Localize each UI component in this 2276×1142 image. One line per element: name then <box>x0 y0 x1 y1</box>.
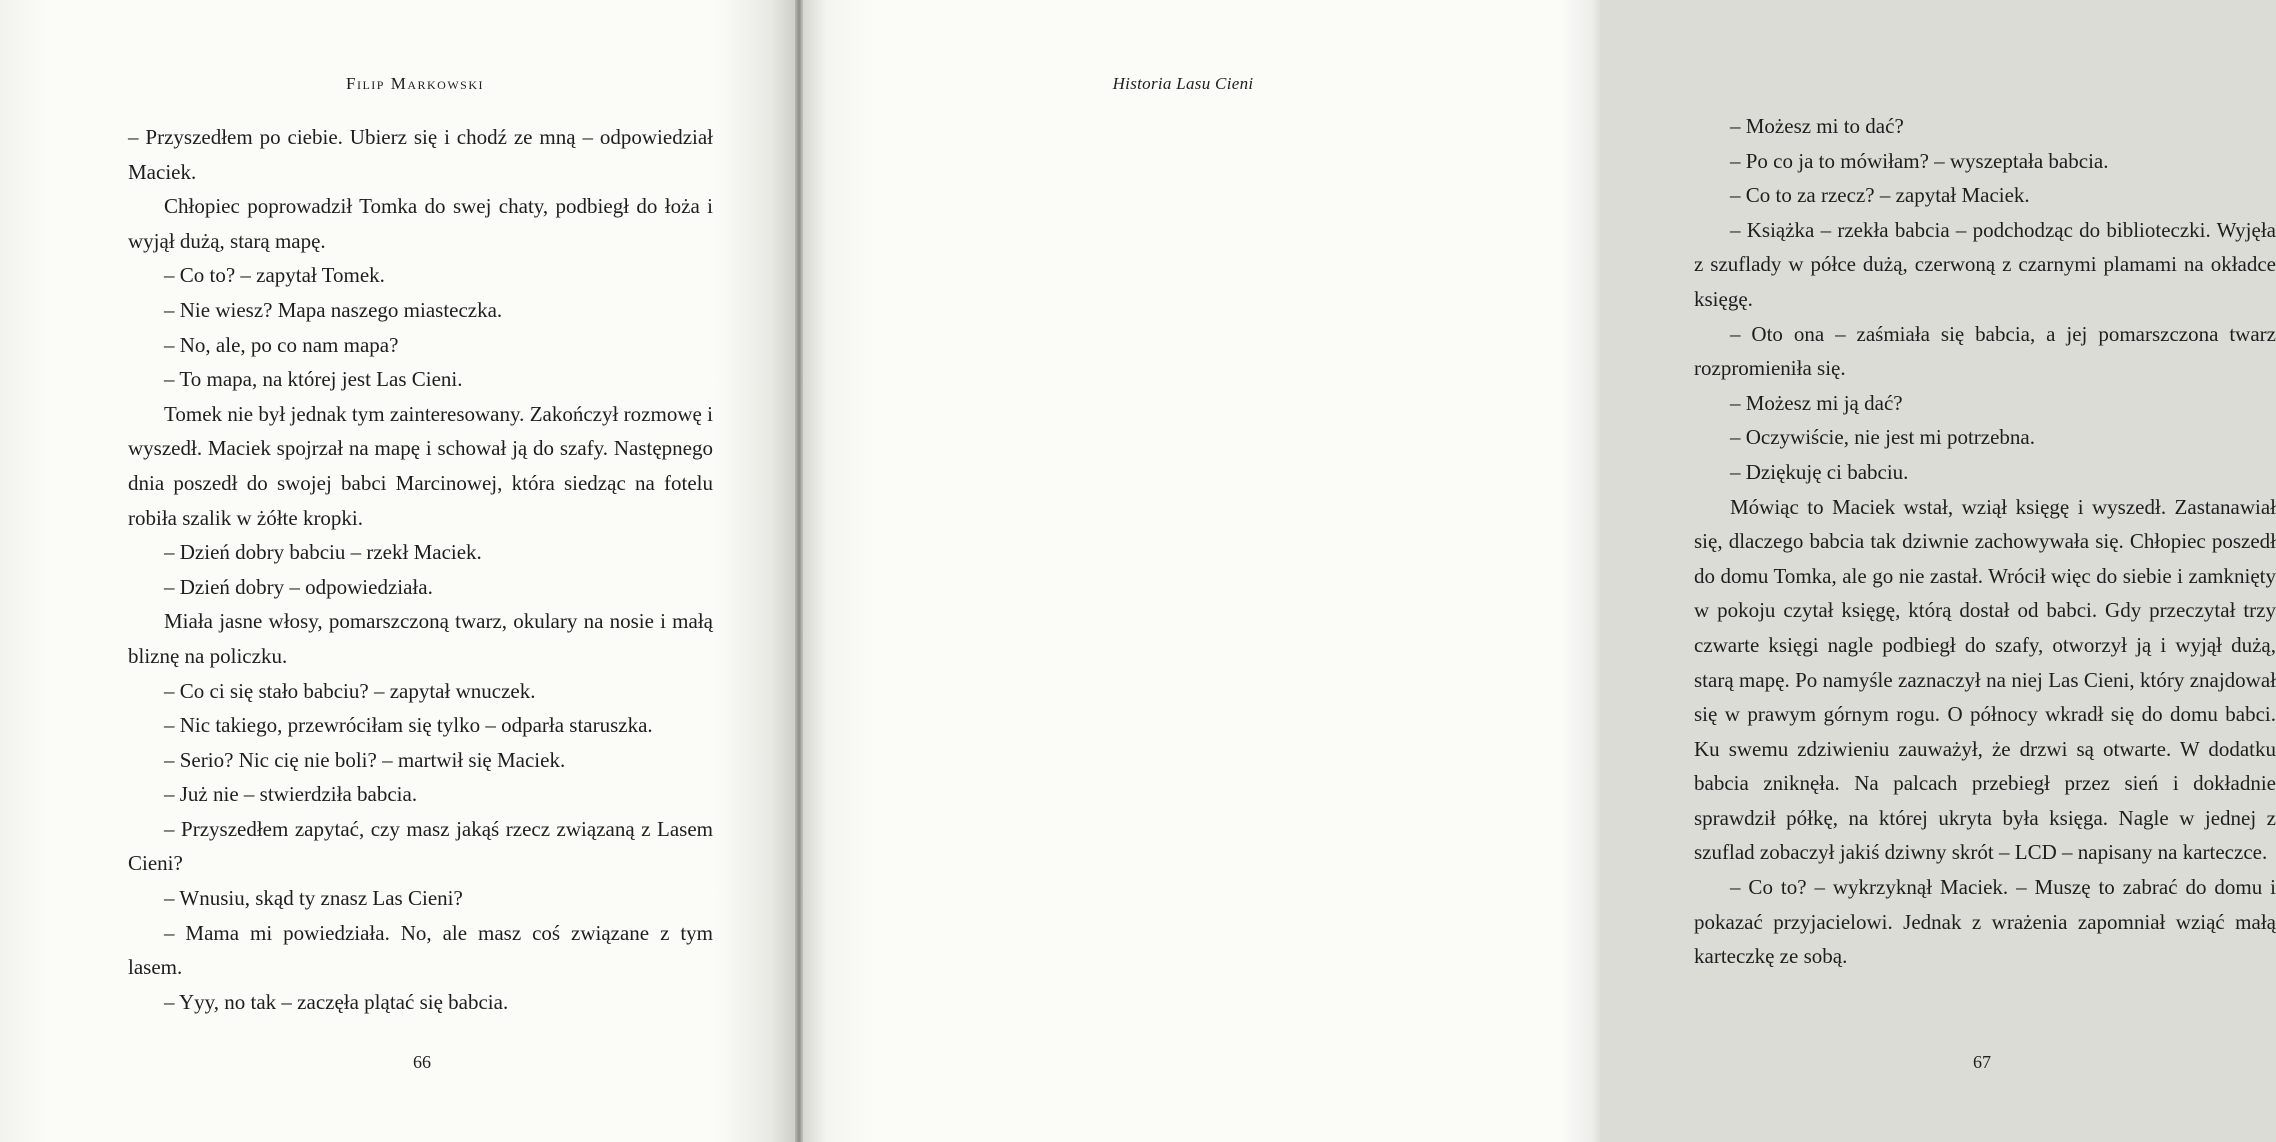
paragraph: – Co to? – wykrzyknął Maciek. – Muszę to zabrać do domu i pokazać przyjacielowi. Jednak z wrażenia zapomniał wziąć małą karteczkę ze sobą. <box>1694 875 2276 969</box>
paragraph: – Oczywiście, nie jest mi potrzebna. <box>1730 425 2035 450</box>
paragraph: – Co to? – zapytał Tomek. <box>164 263 385 288</box>
left-page <box>0 0 795 1142</box>
paragraph: – Możesz mi ją dać? <box>1730 390 1903 415</box>
paragraph: – To mapa, na której jest Las Cieni. <box>164 367 463 392</box>
paragraph: – Możesz mi to dać? <box>1730 114 1904 138</box>
paragraph: – Dzień dobry babciu – rzekł Maciek. <box>164 540 482 565</box>
paragraph: – Książka – rzekła babcia – podchodząc do biblioteczki. Wyjęła z szuflady w półce dużą, czerwoną z czarnymi plamami na okładce księgę. <box>1694 217 2276 311</box>
author-name: Filip Markowski <box>346 74 484 93</box>
paragraph: – Co ci się stało babciu? – zapytał wnuczek. <box>164 678 536 703</box>
paragraph: – Oto ona – zaśmiała się babcia, a jej pomarszczona twarz rozpromieniła się. <box>1694 321 2276 381</box>
book-gutter <box>795 0 803 1142</box>
paragraph: – Przyszedłem po ciebie. Ubierz się i chodź ze mną – odpowiedział Maciek. <box>128 125 713 184</box>
paragraph: – Co to za rzecz? – zapytał Maciek. <box>1730 183 2030 208</box>
paragraph: Chłopiec poprowadził Tomka do swej chaty, podbiegł do łoża i wyjął dużą, starą mapę. <box>128 194 713 253</box>
paragraph: – Nic takiego, przewróciłam się tylko – odparła staruszka. <box>164 713 653 738</box>
paragraph: Miała jasne włosy, pomarszczoną twarz, okulary na nosie i małą bliznę na policzku. <box>128 609 713 668</box>
paragraph: – Po co ja to mówiłam? – wyszeptała babcia. <box>1730 148 2109 173</box>
paragraph: – Dzień dobry – odpowiedziała. <box>164 574 433 599</box>
right-page <box>803 0 2276 1142</box>
page-number-right: 67 <box>1973 1052 1991 1072</box>
paragraph: – Mama mi powiedziała. No, ale masz coś związane z tym lasem. <box>128 920 713 980</box>
paragraph: – Dziękuję ci babciu. <box>1730 459 1909 484</box>
right-text-block <box>1694 109 2276 974</box>
page-number-left: 66 <box>413 1052 431 1072</box>
running-header-title: Historia Lasu Cieni <box>1112 74 1254 93</box>
running-header-author <box>0 74 830 94</box>
paragraph: Tomek nie był jednak tym zainteresowany. Zakończył rozmowę i wyszedł. Maciek spojrzał na mapę i schował ją do szafy. Następnego dnia poszedł do swojej babci Marcinowej, która siedząc na fotelu robiła szalik w żółte kropki. <box>128 401 713 530</box>
paragraph: – Przyszedłem zapytać, czy masz jakąś rzecz związaną z Lasem Cieni? <box>128 816 713 876</box>
paragraph: – Wnusiu, skąd ty znasz Las Cieni? <box>164 886 463 911</box>
paragraph: – No, ale, po co nam mapa? <box>164 332 399 357</box>
paragraph: – Nie wiesz? Mapa naszego miasteczka. <box>164 297 503 322</box>
paragraph: – Yyy, no tak – zaczęła plątać się babcia. <box>164 989 509 1014</box>
paragraph: – Już nie – stwierdziła babcia. <box>164 782 418 807</box>
paragraph: Mówiąc to Maciek wstał, wziął księgę i wyszedł. Zastanawiał się, dlaczego babcia tak dziwnie zachowywała się. Chłopiec poszedł do domu Tomka, ale go nie zastał. Wrócił więc do siebie i zamknięty w pokoju czytał księgę, którą dostał od babci. Gdy przeczytał trzy czwarte księgi nagle podbiegł do szafy, otworzył ją i wyjął dużą, starą mapę. Po namyśle zaznaczył na niej Las Cieni, który znajdował się w prawym górnym rogu. O północy wkradł się do domu babci. Ku swemu zdziwieniu zauważył, że drzwi są otwarte. W dodatku babcia zniknęła. Na palcach przebiegł przez sień i dokładnie sprawdził półkę, na której ukryta była księga. Nagle w jednej z szuflad zobaczył jakiś dziwny skrót – LCD – napisany na karteczce. <box>1694 494 2276 865</box>
left-text-block <box>128 120 713 1019</box>
paragraph: – Serio? Nic cię nie boli? – martwił się Maciek. <box>164 747 566 772</box>
